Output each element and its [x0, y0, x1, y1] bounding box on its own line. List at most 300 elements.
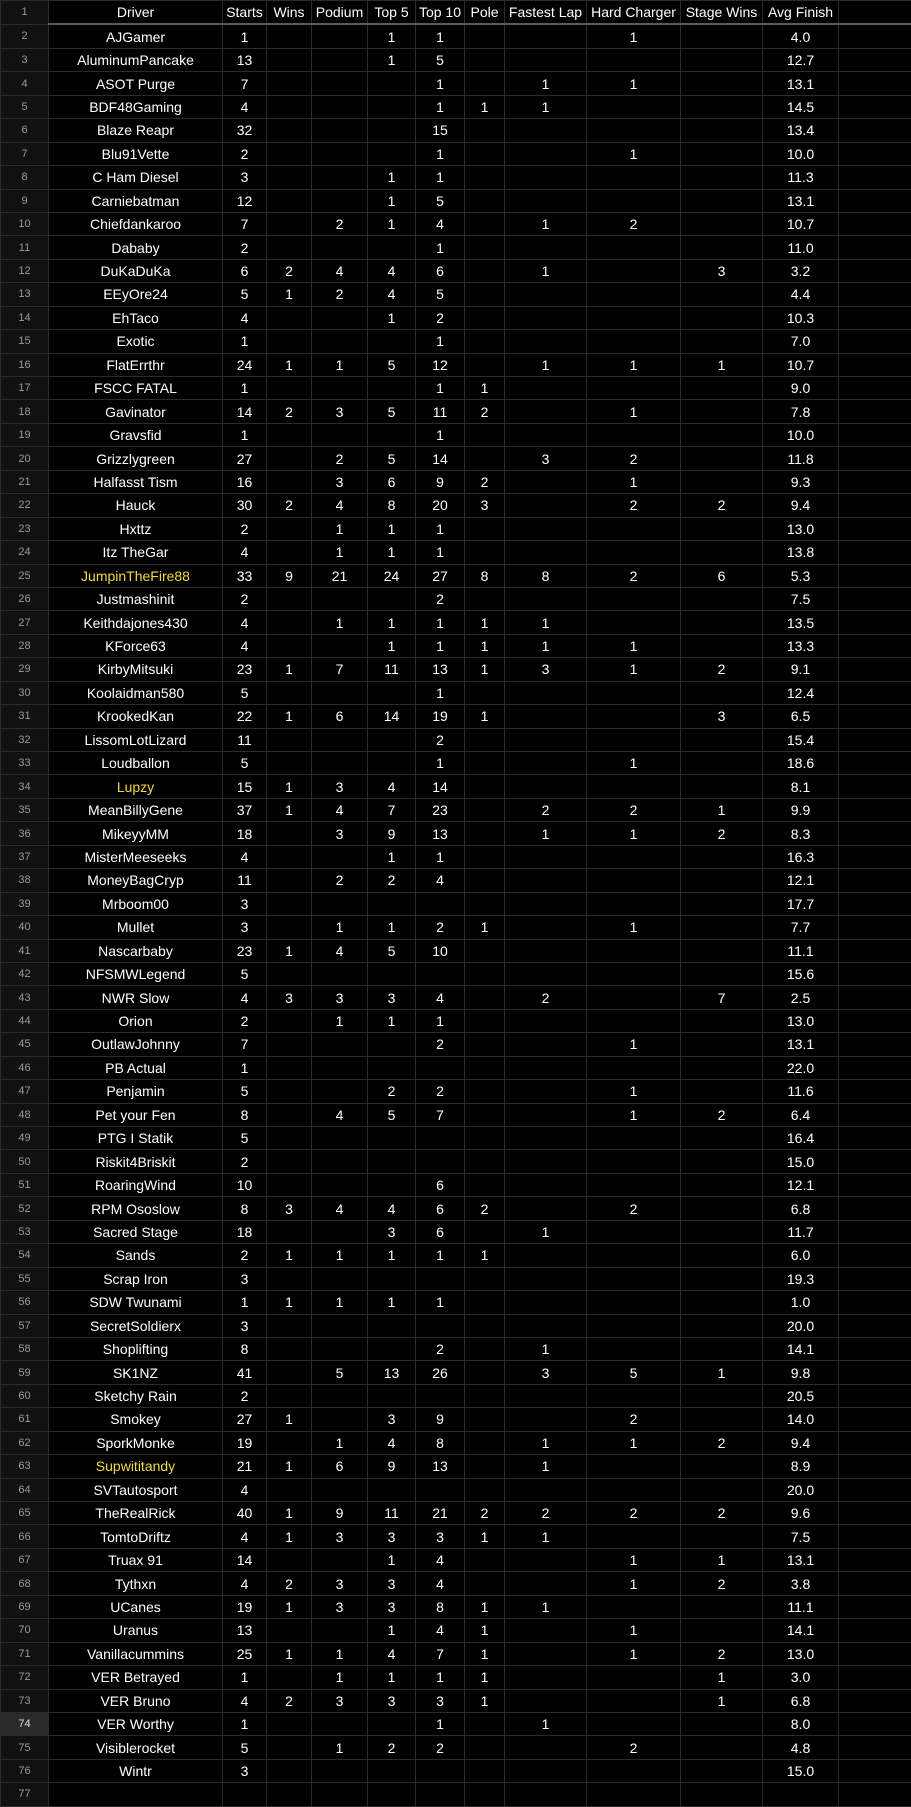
- podium-cell[interactable]: [312, 1384, 368, 1407]
- wins-cell[interactable]: 1: [267, 1455, 312, 1478]
- driver-cell[interactable]: C Ham Diesel: [49, 166, 223, 189]
- stage-wins-cell[interactable]: [681, 916, 763, 939]
- row-number[interactable]: 51: [1, 1173, 49, 1196]
- row-number[interactable]: 46: [1, 1056, 49, 1079]
- avg-finish-cell[interactable]: 4.8: [763, 1736, 839, 1759]
- stage-wins-cell[interactable]: [681, 962, 763, 985]
- top10-cell[interactable]: 2: [416, 1736, 465, 1759]
- empty-cell[interactable]: [839, 1150, 911, 1173]
- podium-cell[interactable]: 1: [312, 916, 368, 939]
- row-number[interactable]: 19: [1, 423, 49, 446]
- fastest-lap-cell[interactable]: 1: [505, 259, 587, 282]
- wins-cell[interactable]: [267, 1619, 312, 1642]
- row-number[interactable]: 31: [1, 705, 49, 728]
- top5-cell[interactable]: 5: [368, 447, 416, 470]
- podium-cell[interactable]: [312, 377, 368, 400]
- pole-cell[interactable]: 1: [465, 1595, 505, 1618]
- avg-finish-cell[interactable]: 9.3: [763, 470, 839, 493]
- empty-cell[interactable]: [839, 587, 911, 610]
- starts-cell[interactable]: 27: [223, 447, 267, 470]
- driver-cell[interactable]: PB Actual: [49, 1056, 223, 1079]
- fastest-lap-cell[interactable]: [505, 962, 587, 985]
- row-number[interactable]: 59: [1, 1361, 49, 1384]
- stage-wins-cell[interactable]: [681, 1244, 763, 1267]
- driver-cell[interactable]: DuKaDuKa: [49, 259, 223, 282]
- top10-cell[interactable]: 13: [416, 1455, 465, 1478]
- stage-wins-cell[interactable]: 6: [681, 564, 763, 587]
- starts-cell[interactable]: 4: [223, 986, 267, 1009]
- top10-cell[interactable]: 6: [416, 1173, 465, 1196]
- wins-cell[interactable]: [267, 1267, 312, 1290]
- wins-cell[interactable]: [267, 24, 312, 48]
- driver-cell[interactable]: LissomLotLizard: [49, 728, 223, 751]
- podium-cell[interactable]: [312, 1548, 368, 1571]
- podium-cell[interactable]: [312, 166, 368, 189]
- stage-wins-cell[interactable]: [681, 1619, 763, 1642]
- pole-cell[interactable]: [465, 1337, 505, 1360]
- hard-charger-cell[interactable]: [587, 939, 681, 962]
- podium-cell[interactable]: [312, 142, 368, 165]
- top10-cell[interactable]: 1: [416, 72, 465, 95]
- stage-wins-cell[interactable]: [681, 1478, 763, 1501]
- empty-cell[interactable]: [839, 775, 911, 798]
- driver-cell[interactable]: Keithdajones430: [49, 611, 223, 634]
- empty-cell[interactable]: [839, 259, 911, 282]
- driver-cell[interactable]: SecretSoldierx: [49, 1314, 223, 1337]
- stage-wins-cell[interactable]: [681, 892, 763, 915]
- row-number[interactable]: 70: [1, 1619, 49, 1642]
- wins-cell[interactable]: [267, 447, 312, 470]
- stage-wins-cell[interactable]: [681, 1595, 763, 1618]
- avg-finish-cell[interactable]: 12.1: [763, 1173, 839, 1196]
- starts-cell[interactable]: 4: [223, 95, 267, 118]
- avg-finish-cell[interactable]: 12.4: [763, 681, 839, 704]
- podium-cell[interactable]: 1: [312, 1244, 368, 1267]
- starts-cell[interactable]: 40: [223, 1502, 267, 1525]
- top10-cell[interactable]: 1: [416, 1666, 465, 1689]
- pole-cell[interactable]: [465, 1712, 505, 1735]
- empty-cell[interactable]: [839, 1197, 911, 1220]
- starts-cell[interactable]: 1: [223, 1291, 267, 1314]
- top10-cell[interactable]: 1: [416, 634, 465, 657]
- empty-cell[interactable]: [839, 119, 911, 142]
- top5-cell[interactable]: [368, 752, 416, 775]
- row-number[interactable]: 8: [1, 166, 49, 189]
- pole-cell[interactable]: [465, 48, 505, 71]
- row-number[interactable]: 69: [1, 1595, 49, 1618]
- stage-wins-cell[interactable]: [681, 775, 763, 798]
- top10-cell[interactable]: 1: [416, 517, 465, 540]
- top10-cell[interactable]: 14: [416, 775, 465, 798]
- row-number[interactable]: 10: [1, 212, 49, 235]
- podium-cell[interactable]: [312, 423, 368, 446]
- top5-cell[interactable]: [368, 1712, 416, 1735]
- empty-cell[interactable]: [839, 1384, 911, 1407]
- wins-cell[interactable]: [267, 1220, 312, 1243]
- avg-finish-cell[interactable]: 13.4: [763, 119, 839, 142]
- starts-cell[interactable]: 14: [223, 400, 267, 423]
- wins-cell[interactable]: [267, 423, 312, 446]
- podium-cell[interactable]: 1: [312, 541, 368, 564]
- hard-charger-cell[interactable]: [587, 377, 681, 400]
- starts-cell[interactable]: 5: [223, 681, 267, 704]
- driver-cell[interactable]: Hauck: [49, 494, 223, 517]
- top5-cell[interactable]: 1: [368, 189, 416, 212]
- avg-finish-cell[interactable]: 8.0: [763, 1712, 839, 1735]
- empty-cell[interactable]: [839, 1572, 911, 1595]
- starts-cell[interactable]: 8: [223, 1337, 267, 1360]
- row-number[interactable]: 2: [1, 24, 49, 48]
- empty-cell[interactable]: [839, 1173, 911, 1196]
- top10-cell[interactable]: 1: [416, 236, 465, 259]
- empty-cell[interactable]: [839, 236, 911, 259]
- empty-cell[interactable]: [839, 142, 911, 165]
- empty-cell[interactable]: [839, 306, 911, 329]
- podium-cell[interactable]: 4: [312, 1197, 368, 1220]
- top10-cell[interactable]: 6: [416, 1220, 465, 1243]
- hard-charger-cell[interactable]: [587, 423, 681, 446]
- fastest-lap-cell[interactable]: [505, 24, 587, 48]
- starts-cell[interactable]: 23: [223, 939, 267, 962]
- driver-cell[interactable]: Chiefdankaroo: [49, 212, 223, 235]
- starts-cell[interactable]: 1: [223, 24, 267, 48]
- top5-cell[interactable]: 1: [368, 1291, 416, 1314]
- hard-charger-cell[interactable]: [587, 775, 681, 798]
- empty-cell[interactable]: [839, 1712, 911, 1735]
- pole-cell[interactable]: 1: [465, 705, 505, 728]
- top10-cell[interactable]: 6: [416, 1197, 465, 1220]
- row-number[interactable]: 40: [1, 916, 49, 939]
- row-number[interactable]: 36: [1, 822, 49, 845]
- top5-cell[interactable]: 1: [368, 24, 416, 48]
- top10-cell[interactable]: 2: [416, 1337, 465, 1360]
- starts-cell[interactable]: 5: [223, 283, 267, 306]
- top10-cell[interactable]: 21: [416, 1502, 465, 1525]
- pole-cell[interactable]: [465, 447, 505, 470]
- starts-cell[interactable]: 27: [223, 1408, 267, 1431]
- empty-cell[interactable]: [839, 1267, 911, 1290]
- avg-finish-cell[interactable]: 11.7: [763, 1220, 839, 1243]
- driver-cell[interactable]: RPM Ososlow: [49, 1197, 223, 1220]
- top10-cell[interactable]: [416, 1267, 465, 1290]
- starts-cell[interactable]: 4: [223, 1478, 267, 1501]
- top10-cell[interactable]: 1: [416, 1712, 465, 1735]
- pole-cell[interactable]: [465, 1291, 505, 1314]
- top5-cell[interactable]: [368, 681, 416, 704]
- fastest-lap-cell[interactable]: [505, 236, 587, 259]
- avg-finish-cell[interactable]: 13.3: [763, 634, 839, 657]
- hard-charger-cell[interactable]: [587, 1689, 681, 1712]
- empty-cell[interactable]: [839, 1314, 911, 1337]
- hard-charger-cell[interactable]: [587, 1666, 681, 1689]
- stage-wins-cell[interactable]: [681, 470, 763, 493]
- avg-finish-cell[interactable]: 14.1: [763, 1619, 839, 1642]
- top5-cell[interactable]: 7: [368, 798, 416, 821]
- row-number[interactable]: 77: [1, 1783, 49, 1806]
- stage-wins-cell[interactable]: [681, 142, 763, 165]
- hard-charger-cell[interactable]: [587, 283, 681, 306]
- avg-finish-cell[interactable]: 10.7: [763, 212, 839, 235]
- avg-finish-cell[interactable]: 13.1: [763, 72, 839, 95]
- podium-cell[interactable]: 1: [312, 1666, 368, 1689]
- top5-cell[interactable]: 9: [368, 822, 416, 845]
- top5-cell[interactable]: [368, 1478, 416, 1501]
- col-header-pole[interactable]: Pole: [465, 1, 505, 25]
- podium-cell[interactable]: 1: [312, 1291, 368, 1314]
- starts-cell[interactable]: 7: [223, 72, 267, 95]
- top10-cell[interactable]: 4: [416, 212, 465, 235]
- row-number[interactable]: 5: [1, 95, 49, 118]
- wins-cell[interactable]: [267, 1384, 312, 1407]
- starts-cell[interactable]: 4: [223, 541, 267, 564]
- hard-charger-cell[interactable]: 1: [587, 470, 681, 493]
- hard-charger-cell[interactable]: 2: [587, 447, 681, 470]
- top10-cell[interactable]: 1: [416, 611, 465, 634]
- pole-cell[interactable]: [465, 142, 505, 165]
- hard-charger-cell[interactable]: 1: [587, 752, 681, 775]
- avg-finish-cell[interactable]: 14.5: [763, 95, 839, 118]
- wins-cell[interactable]: [267, 1361, 312, 1384]
- driver-cell[interactable]: Supwititandy: [49, 1455, 223, 1478]
- empty-cell[interactable]: [839, 939, 911, 962]
- wins-cell[interactable]: [267, 1712, 312, 1735]
- fastest-lap-cell[interactable]: [505, 330, 587, 353]
- empty-cell[interactable]: [49, 1783, 223, 1806]
- avg-finish-cell[interactable]: 11.1: [763, 939, 839, 962]
- empty-cell[interactable]: [839, 400, 911, 423]
- hard-charger-cell[interactable]: [587, 728, 681, 751]
- pole-cell[interactable]: [465, 72, 505, 95]
- starts-cell[interactable]: 1: [223, 330, 267, 353]
- fastest-lap-cell[interactable]: [505, 1736, 587, 1759]
- fastest-lap-cell[interactable]: 1: [505, 353, 587, 376]
- wins-cell[interactable]: [267, 1173, 312, 1196]
- empty-cell[interactable]: [223, 1783, 267, 1806]
- empty-cell[interactable]: [839, 189, 911, 212]
- pole-cell[interactable]: [465, 1361, 505, 1384]
- starts-cell[interactable]: 7: [223, 212, 267, 235]
- pole-cell[interactable]: 2: [465, 470, 505, 493]
- top10-cell[interactable]: 20: [416, 494, 465, 517]
- empty-cell[interactable]: [839, 1291, 911, 1314]
- hard-charger-cell[interactable]: 2: [587, 1736, 681, 1759]
- pole-cell[interactable]: 1: [465, 95, 505, 118]
- row-number[interactable]: 76: [1, 1759, 49, 1782]
- podium-cell[interactable]: 9: [312, 1502, 368, 1525]
- driver-cell[interactable]: NWR Slow: [49, 986, 223, 1009]
- pole-cell[interactable]: [465, 1056, 505, 1079]
- top5-cell[interactable]: [368, 728, 416, 751]
- hard-charger-cell[interactable]: [587, 1220, 681, 1243]
- stage-wins-cell[interactable]: [681, 24, 763, 48]
- top10-cell[interactable]: 27: [416, 564, 465, 587]
- top5-cell[interactable]: [368, 72, 416, 95]
- fastest-lap-cell[interactable]: 1: [505, 212, 587, 235]
- hard-charger-cell[interactable]: [587, 705, 681, 728]
- driver-cell[interactable]: Visiblerocket: [49, 1736, 223, 1759]
- podium-cell[interactable]: 2: [312, 869, 368, 892]
- hard-charger-cell[interactable]: [587, 587, 681, 610]
- fastest-lap-cell[interactable]: [505, 119, 587, 142]
- starts-cell[interactable]: 5: [223, 752, 267, 775]
- hard-charger-cell[interactable]: 1: [587, 1642, 681, 1665]
- empty-cell[interactable]: [839, 658, 911, 681]
- hard-charger-cell[interactable]: [587, 236, 681, 259]
- avg-finish-cell[interactable]: 9.1: [763, 658, 839, 681]
- wins-cell[interactable]: [267, 962, 312, 985]
- stage-wins-cell[interactable]: [681, 1127, 763, 1150]
- empty-cell[interactable]: [312, 1783, 368, 1806]
- col-header-driver[interactable]: Driver: [49, 1, 223, 25]
- stage-wins-cell[interactable]: [681, 587, 763, 610]
- driver-cell[interactable]: KForce63: [49, 634, 223, 657]
- top10-cell[interactable]: 5: [416, 283, 465, 306]
- empty-cell[interactable]: [839, 330, 911, 353]
- stage-wins-cell[interactable]: 2: [681, 1431, 763, 1454]
- pole-cell[interactable]: [465, 1103, 505, 1126]
- empty-cell[interactable]: [839, 728, 911, 751]
- pole-cell[interactable]: [465, 728, 505, 751]
- row-number[interactable]: 72: [1, 1666, 49, 1689]
- avg-finish-cell[interactable]: 7.5: [763, 587, 839, 610]
- top5-cell[interactable]: 1: [368, 1009, 416, 1032]
- starts-cell[interactable]: 4: [223, 1572, 267, 1595]
- row-number[interactable]: 12: [1, 259, 49, 282]
- podium-cell[interactable]: [312, 1150, 368, 1173]
- fastest-lap-cell[interactable]: 2: [505, 1502, 587, 1525]
- top10-cell[interactable]: 9: [416, 470, 465, 493]
- top5-cell[interactable]: 1: [368, 48, 416, 71]
- avg-finish-cell[interactable]: 12.7: [763, 48, 839, 71]
- driver-cell[interactable]: Sacred Stage: [49, 1220, 223, 1243]
- row-number[interactable]: 9: [1, 189, 49, 212]
- avg-finish-cell[interactable]: 10.3: [763, 306, 839, 329]
- stage-wins-cell[interactable]: [681, 212, 763, 235]
- top5-cell[interactable]: [368, 377, 416, 400]
- row-number[interactable]: 53: [1, 1220, 49, 1243]
- avg-finish-cell[interactable]: 13.0: [763, 1009, 839, 1032]
- podium-cell[interactable]: 4: [312, 259, 368, 282]
- top10-cell[interactable]: 6: [416, 259, 465, 282]
- top5-cell[interactable]: [368, 962, 416, 985]
- hard-charger-cell[interactable]: [587, 1478, 681, 1501]
- driver-cell[interactable]: MisterMeeseeks: [49, 845, 223, 868]
- hard-charger-cell[interactable]: 2: [587, 1197, 681, 1220]
- top5-cell[interactable]: [368, 1150, 416, 1173]
- wins-cell[interactable]: [267, 1736, 312, 1759]
- driver-cell[interactable]: Lupzy: [49, 775, 223, 798]
- starts-cell[interactable]: 23: [223, 658, 267, 681]
- empty-cell[interactable]: [839, 1103, 911, 1126]
- row-number[interactable]: 14: [1, 306, 49, 329]
- empty-cell[interactable]: [839, 986, 911, 1009]
- empty-cell[interactable]: [839, 916, 911, 939]
- avg-finish-cell[interactable]: 1.0: [763, 1291, 839, 1314]
- starts-cell[interactable]: 3: [223, 1314, 267, 1337]
- starts-cell[interactable]: 2: [223, 517, 267, 540]
- wins-cell[interactable]: 1: [267, 798, 312, 821]
- podium-cell[interactable]: 3: [312, 400, 368, 423]
- empty-cell[interactable]: [839, 423, 911, 446]
- top10-cell[interactable]: 7: [416, 1103, 465, 1126]
- pole-cell[interactable]: [465, 1759, 505, 1782]
- row-number[interactable]: 1: [1, 1, 49, 25]
- top10-cell[interactable]: 12: [416, 353, 465, 376]
- fastest-lap-cell[interactable]: [505, 400, 587, 423]
- driver-cell[interactable]: Wintr: [49, 1759, 223, 1782]
- podium-cell[interactable]: [312, 1056, 368, 1079]
- driver-cell[interactable]: TomtoDriftz: [49, 1525, 223, 1548]
- driver-cell[interactable]: Gravsfid: [49, 423, 223, 446]
- fastest-lap-cell[interactable]: [505, 48, 587, 71]
- empty-cell[interactable]: [839, 447, 911, 470]
- wins-cell[interactable]: 1: [267, 1291, 312, 1314]
- empty-cell[interactable]: [839, 1759, 911, 1782]
- driver-cell[interactable]: BDF48Gaming: [49, 95, 223, 118]
- top5-cell[interactable]: 14: [368, 705, 416, 728]
- podium-cell[interactable]: [312, 1408, 368, 1431]
- top5-cell[interactable]: 1: [368, 1548, 416, 1571]
- wins-cell[interactable]: [267, 634, 312, 657]
- top5-cell[interactable]: 1: [368, 1666, 416, 1689]
- wins-cell[interactable]: 1: [267, 283, 312, 306]
- avg-finish-cell[interactable]: 10.0: [763, 142, 839, 165]
- row-number[interactable]: 21: [1, 470, 49, 493]
- top10-cell[interactable]: 1: [416, 142, 465, 165]
- pole-cell[interactable]: 1: [465, 611, 505, 634]
- pole-cell[interactable]: [465, 822, 505, 845]
- top10-cell[interactable]: 9: [416, 1408, 465, 1431]
- fastest-lap-cell[interactable]: 3: [505, 447, 587, 470]
- empty-cell[interactable]: [839, 1431, 911, 1454]
- empty-cell[interactable]: [839, 892, 911, 915]
- fastest-lap-cell[interactable]: 1: [505, 634, 587, 657]
- empty-cell[interactable]: [839, 95, 911, 118]
- row-number[interactable]: 23: [1, 517, 49, 540]
- avg-finish-cell[interactable]: 3.2: [763, 259, 839, 282]
- wins-cell[interactable]: 2: [267, 1689, 312, 1712]
- empty-cell[interactable]: [839, 962, 911, 985]
- wins-cell[interactable]: [267, 681, 312, 704]
- row-number[interactable]: 41: [1, 939, 49, 962]
- fastest-lap-cell[interactable]: [505, 494, 587, 517]
- empty-cell[interactable]: [839, 1009, 911, 1032]
- empty-cell[interactable]: [839, 470, 911, 493]
- starts-cell[interactable]: 5: [223, 1080, 267, 1103]
- driver-cell[interactable]: Koolaidman580: [49, 681, 223, 704]
- driver-cell[interactable]: JumpinTheFire88: [49, 564, 223, 587]
- fastest-lap-cell[interactable]: 1: [505, 611, 587, 634]
- top5-cell[interactable]: [368, 142, 416, 165]
- avg-finish-cell[interactable]: 20.0: [763, 1478, 839, 1501]
- avg-finish-cell[interactable]: 19.3: [763, 1267, 839, 1290]
- hard-charger-cell[interactable]: [587, 166, 681, 189]
- hard-charger-cell[interactable]: [587, 1384, 681, 1407]
- top10-cell[interactable]: 1: [416, 330, 465, 353]
- podium-cell[interactable]: 1: [312, 1736, 368, 1759]
- fastest-lap-cell[interactable]: [505, 775, 587, 798]
- fastest-lap-cell[interactable]: [505, 1056, 587, 1079]
- driver-cell[interactable]: VER Worthy: [49, 1712, 223, 1735]
- pole-cell[interactable]: [465, 845, 505, 868]
- avg-finish-cell[interactable]: 13.0: [763, 517, 839, 540]
- stage-wins-cell[interactable]: [681, 1384, 763, 1407]
- top10-cell[interactable]: 5: [416, 48, 465, 71]
- stage-wins-cell[interactable]: [681, 1173, 763, 1196]
- hard-charger-cell[interactable]: [587, 611, 681, 634]
- top10-cell[interactable]: 1: [416, 752, 465, 775]
- avg-finish-cell[interactable]: 13.5: [763, 611, 839, 634]
